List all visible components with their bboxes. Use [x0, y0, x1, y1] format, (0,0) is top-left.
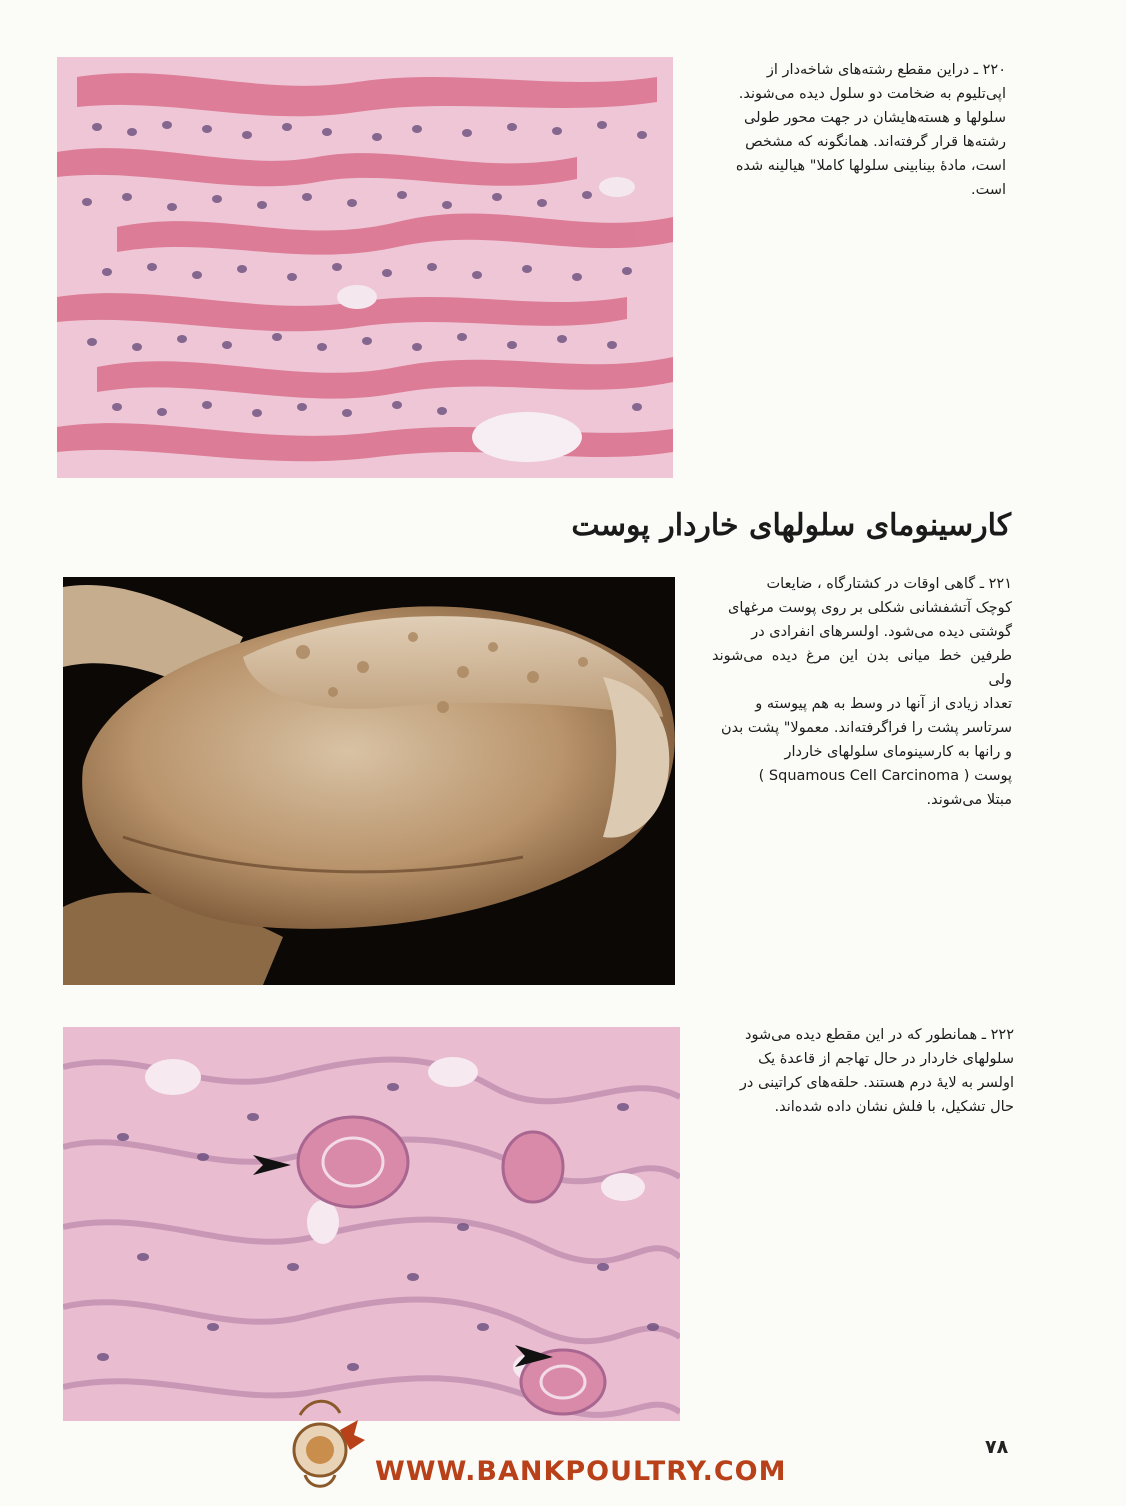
- rooster-logo: [270, 1395, 368, 1495]
- section-title: کارسینومای سلولهای خاردار پوست: [571, 508, 1011, 543]
- website-url[interactable]: WWW.BANKPOULTRY.COM: [375, 1456, 787, 1487]
- carcass-svg-221: [63, 577, 675, 985]
- histology-image-220: [57, 57, 673, 478]
- caption-222: ۲۲۲ ـ همانطور که در این مقطع دیده می‌شود سلولهای خاردار در حال تهاجم از قاعدهٔ یک اولسر به لایهٔ درم هستند. حلقه‌های کراتینی در حال تشکیل، با فلش نشان داده شده‌اند.: [739, 1027, 1014, 1115]
- caption-220: ۲۲۰ ـ دراین مقطع رشته‌های شاخه‌دار از اپی‌تلیوم به ضخامت دو سلول دیده می‌شوند. سلولها و هسته‌هایشان در جهت محور طولی رشته‌ها قرار گرفته‌اند. همانگونه که مشخص است، مادهٔ بینابینی سلولها کاملا" هیالینه شده است.: [735, 62, 1006, 198]
- histology-svg-222: [63, 1027, 680, 1421]
- histology-image-222: [63, 1027, 680, 1421]
- caption-221: ۲۲۱ ـ گاهی اوقات در کشتارگاه ، ضایعات کوچک آتشفشانی شکلی بر روی پوست مرغهای گوشتی دیده می‌شود. اولسرهای انفرادی در طرفین خط میانی بدن این مرغ دیده می‌شوند ولی تعداد زیادی از آنها در وسط به هم پیوسته و سرتاسر پشت را فراگرفته‌اند. معمولا" پشت بدن و رانها به کارسینومای سلولهای خاردار پوست ( Squamous Cell Carcinoma ) مبتلا می‌شوند.: [712, 576, 1012, 808]
- carcass-photo-221: [63, 577, 675, 985]
- histology-svg-220: [57, 57, 673, 478]
- page-number: ۷۸: [985, 1436, 1009, 1458]
